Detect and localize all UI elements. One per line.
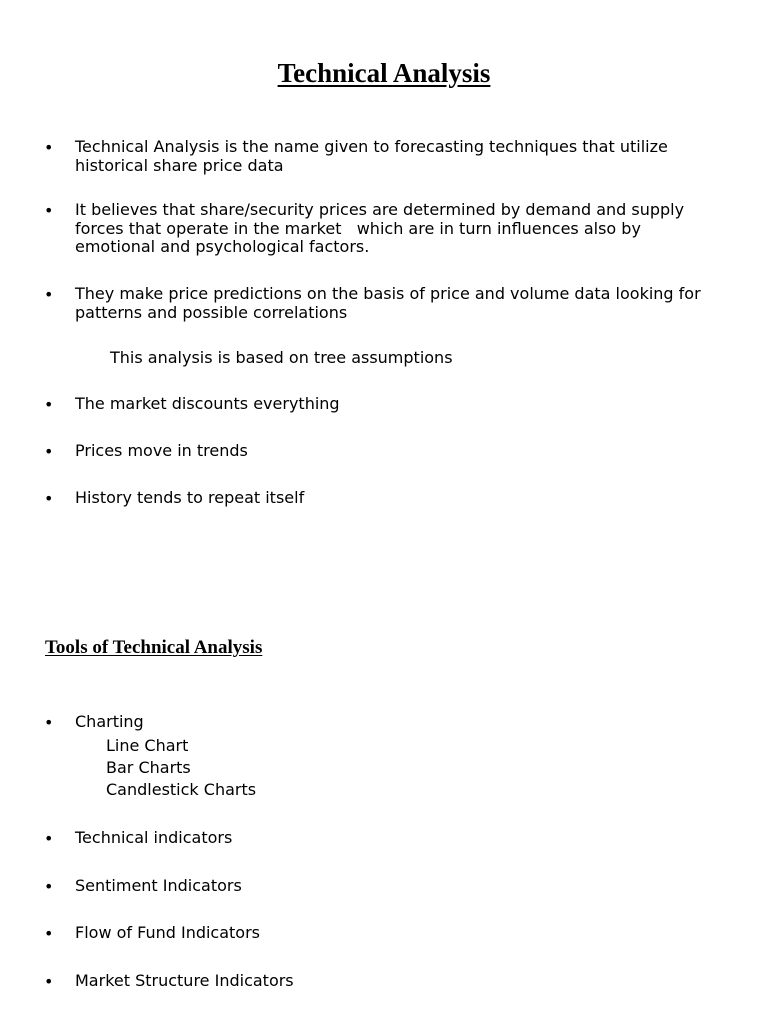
bullet-icon: • [44, 489, 54, 508]
bullet-icon: • [44, 442, 54, 461]
assumptions-intro: This analysis is based on tree assumptions [110, 348, 453, 367]
bullet-icon: • [44, 924, 54, 943]
list-item-text: Technical indicators [75, 828, 233, 847]
bullet-icon: • [44, 877, 54, 896]
list-item-text: Prices move in trends [75, 441, 248, 460]
list-item-text: Charting [75, 712, 144, 731]
bullet-icon: • [44, 138, 54, 157]
section-heading: Tools of Technical Analysis [45, 637, 263, 658]
bullet-icon: • [44, 713, 54, 732]
list-item-text: Flow of Fund Indicators [75, 923, 261, 942]
list-item-text: Market Structure Indicators [75, 971, 294, 990]
bullet-icon: • [44, 201, 54, 220]
sub-list-item: Line Chart [106, 736, 189, 755]
list-item-text: The market discounts everything [75, 394, 340, 413]
list-item-text: Technical Analysis is the name given to forecasting techniques that utilize historical share price data [75, 137, 673, 175]
list-item-text: It believes that share/security prices are determined by demand and supply forces that operate in the market which are in turn influences also by emotional and psychological factors. [75, 200, 690, 256]
sub-list-item: Candlestick Charts [106, 780, 257, 799]
list-item-text: History tends to repeat itself [75, 488, 305, 507]
list-item-text: Sentiment Indicators [75, 876, 242, 895]
bullet-icon: • [44, 829, 54, 848]
page-title: Technical Analysis [277, 58, 491, 88]
sub-list-item: Bar Charts [106, 758, 191, 777]
list-item-text: They make price predictions on the basis of price and volume data looking for patterns and possible correlations [75, 284, 706, 322]
bullet-icon: • [44, 395, 54, 414]
bullet-icon: • [44, 972, 54, 991]
bullet-icon: • [44, 285, 54, 304]
